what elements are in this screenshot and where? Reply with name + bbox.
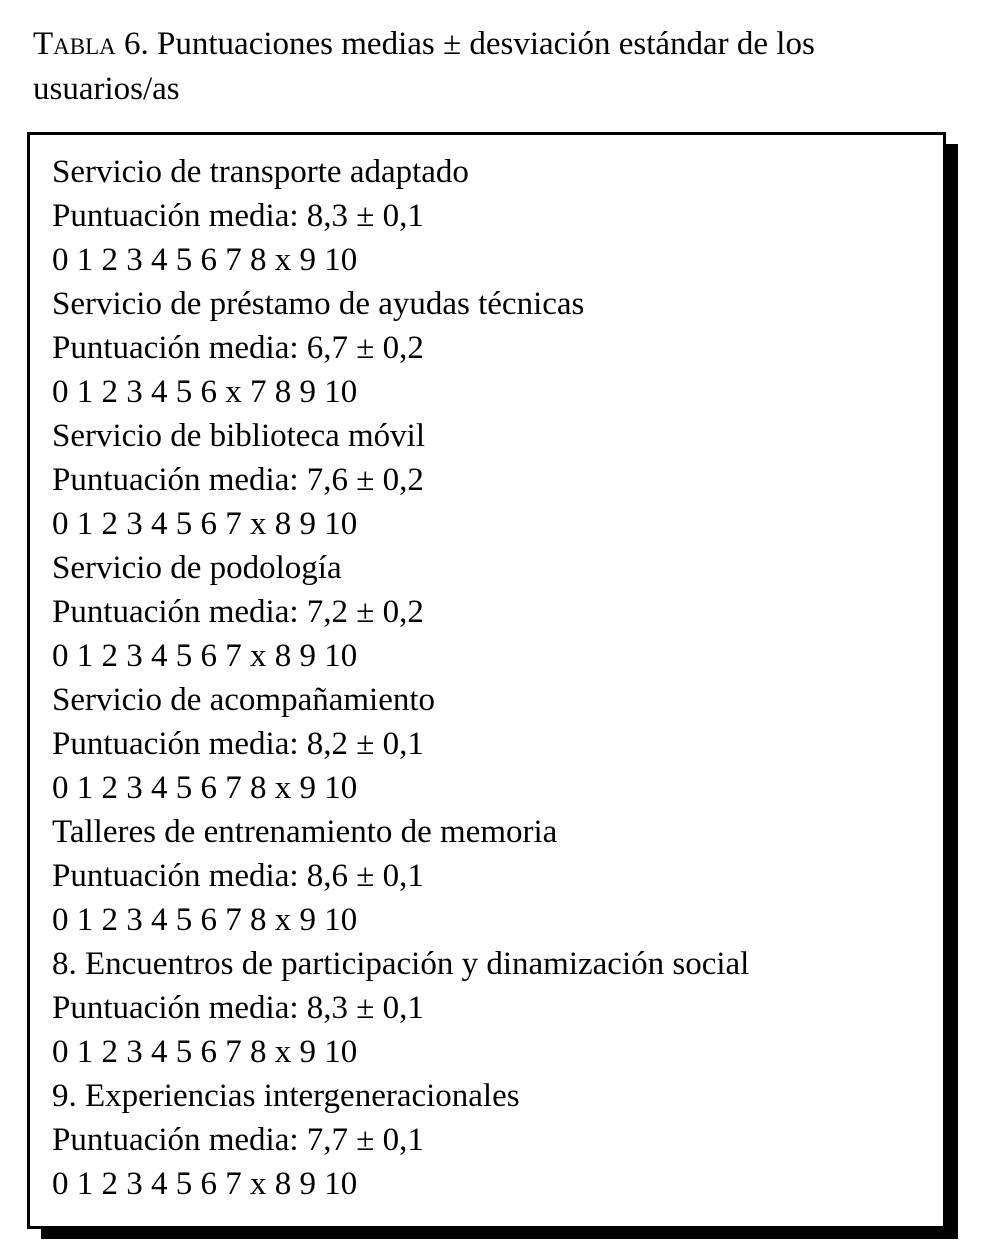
service-item — [52, 282, 749, 414]
service-scale: 0 1 2 3 4 5 6 x 7 8 9 10 — [52, 374, 358, 410]
service-list — [52, 150, 749, 1206]
service-item — [52, 1074, 749, 1206]
service-score: Puntuación media: 7,2 ± 0,2 — [52, 594, 424, 630]
service-item — [52, 546, 749, 678]
service-scale: 0 1 2 3 4 5 6 7 8 x 9 10 — [52, 1034, 358, 1070]
service-scale: 0 1 2 3 4 5 6 7 8 x 9 10 — [52, 902, 358, 938]
service-name: Servicio de acompañamiento — [52, 682, 436, 718]
service-item — [52, 810, 749, 942]
caption-text: Puntuaciones medias ± desviación estándar de los usuarios/as — [33, 26, 815, 107]
service-scale: 0 1 2 3 4 5 6 7 x 8 9 10 — [52, 638, 358, 674]
service-name: 9. Experiencias intergeneracionales — [52, 1078, 520, 1114]
service-name: Servicio de préstamo de ayudas técnicas — [52, 286, 585, 322]
service-item — [52, 942, 749, 1074]
service-scale: 0 1 2 3 4 5 6 7 x 8 9 10 — [52, 1166, 358, 1202]
service-scale: 0 1 2 3 4 5 6 7 8 x 9 10 — [52, 770, 358, 806]
service-name: Talleres de entrenamiento de memoria — [52, 814, 558, 850]
service-score: Puntuación media: 7,6 ± 0,2 — [52, 462, 424, 498]
service-name: Servicio de biblioteca móvil — [52, 418, 425, 454]
service-score: Puntuación media: 8,6 ± 0,1 — [52, 858, 424, 894]
table-box — [27, 132, 946, 1229]
service-scale: 0 1 2 3 4 5 6 7 x 8 9 10 — [52, 506, 358, 542]
service-item — [52, 414, 749, 546]
service-item — [52, 678, 749, 810]
service-score: Puntuación media: 8,3 ± 0,1 — [52, 990, 424, 1026]
service-scale: 0 1 2 3 4 5 6 7 8 x 9 10 — [52, 242, 358, 278]
service-score: Puntuación media: 8,3 ± 0,1 — [52, 198, 424, 234]
service-name: Servicio de transporte adaptado — [52, 154, 469, 190]
table-caption — [33, 22, 953, 112]
service-name: Servicio de podología — [52, 550, 342, 586]
service-item — [52, 150, 749, 282]
service-score: Puntuación media: 6,7 ± 0,2 — [52, 330, 424, 366]
service-score: Puntuación media: 8,2 ± 0,1 — [52, 726, 424, 762]
service-score: Puntuación media: 7,7 ± 0,1 — [52, 1122, 424, 1158]
service-name: 8. Encuentros de participación y dinamización social — [52, 946, 750, 982]
caption-label: Tabla 6. — [33, 26, 149, 62]
